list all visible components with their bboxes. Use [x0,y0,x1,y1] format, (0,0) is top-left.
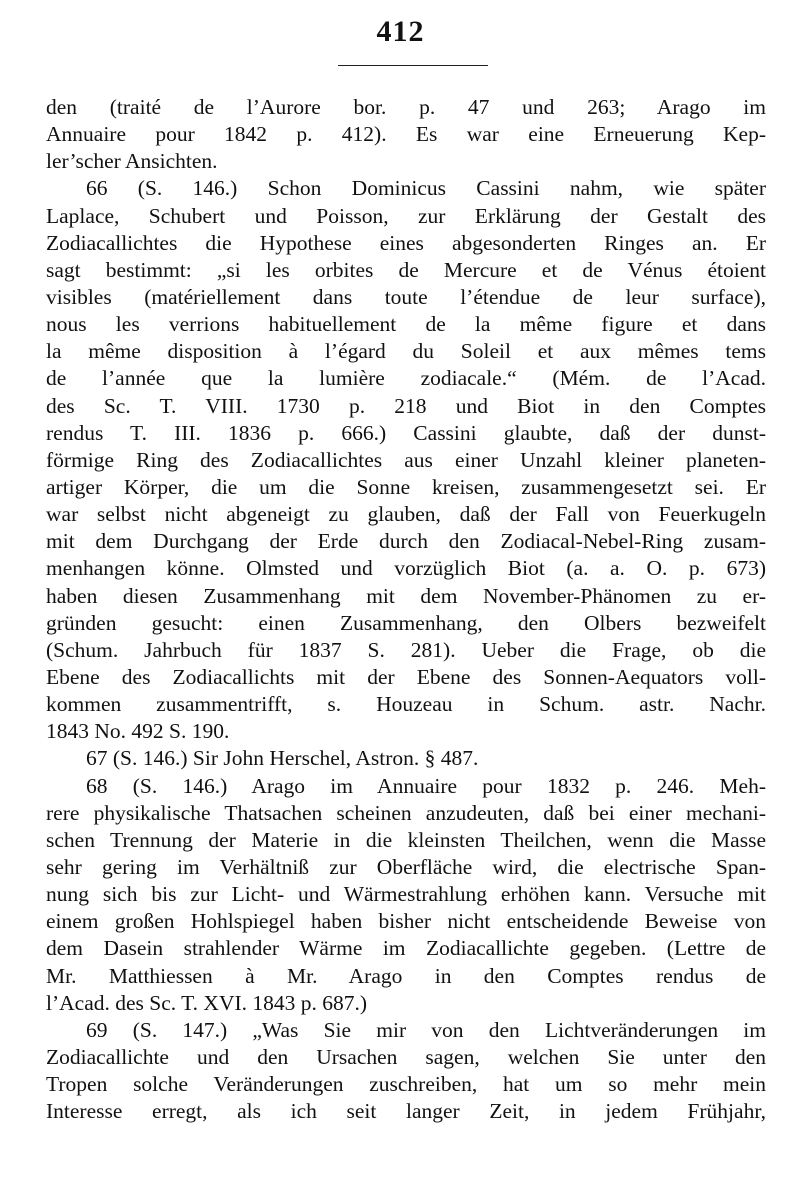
text-line: gründen gesucht: einen Zusammenhang, den Olbers bezweifelt [46,610,766,635]
page-body-text [46,94,766,1125]
text-line: de l’année que la lumière zodiacale.“ (Mém. de l’Acad. [46,366,766,391]
text-line: Tropen solche Veränderungen zuschreiben, hat um so mehr mein [46,1072,766,1097]
text-line: ler’scher Ansichten. [46,149,218,174]
text-line: Zodiacallichte und den Ursachen sagen, welchen Sie unter den [46,1044,766,1069]
text-line: des Sc. T. VIII. 1730 p. 218 und Biot in den Comptes [46,393,766,418]
text-line: rere physikalische Thatsachen scheinen anzudeuten, daß bei einer mechani- [46,800,766,825]
text-line: menhangen könne. Olmsted und vorzüglich Biot (a. a. O. p. 673) [46,556,766,581]
text-line: nous les verrions habituellement de la même figure et dans [46,312,766,337]
text-line: rendus T. III. 1836 p. 666.) Cassini glaubte, daß der dunst- [46,420,766,445]
text-line: sagt bestimmt: „si les orbites de Mercure et de Vénus étoient [46,257,766,282]
text-line: den (traité de l’Aurore bor. p. 47 und 263; Arago im [46,95,766,119]
header-rule [338,65,488,66]
text-line: war selbst nicht abgeneigt zu glauben, daß der Fall von Feuerkugeln [46,502,766,527]
text-line: Laplace, Schubert und Poisson, zur Erklärung der Gestalt des [46,203,766,228]
text-line: haben diesen Zusammenhang mit dem November-Phänomen zu er- [46,583,766,608]
footnote-66-start: 66 (S. 146.) Schon Dominicus Cassini nahm, wie später [86,176,766,201]
text-line: artiger Körper, die um die Sonne kreisen, zusammengesetzt sei. Er [46,474,766,499]
text-line: nung sich bis zur Licht- und Wärmestrahlung erhöhen kann. Versuche mit [46,882,766,907]
footnote-69-start: 69 (S. 147.) „Was Sie mir von den Lichtveränderungen im [86,1017,766,1042]
text-line: Interesse erregt, als ich seit langer Zeit, in jedem Frühjahr, [46,1099,766,1124]
text-line: einem großen Hohlspiegel haben bisher nicht entscheidende Beweise von [46,909,766,934]
text-line: Ebene des Zodiacallichts mit der Ebene des Sonnen-Aequators voll- [46,664,766,689]
text-line: (Schum. Jahrbuch für 1837 S. 281). Ueber die Frage, ob die [46,637,766,662]
footnote-68-start: 68 (S. 146.) Arago im Annuaire pour 1832 p. 246. Meh- [86,773,766,798]
text-line: Zodiacallichtes die Hypothese eines abgesonderten Ringes an. Er [46,230,766,255]
page-number: 412 [376,15,425,48]
text-line: 1843 No. 492 S. 190. [46,719,230,744]
text-line: mit dem Durchgang der Erde durch den Zodiacal-Nebel-Ring zusam- [46,529,766,554]
text-line: Annuaire pour 1842 p. 412). Es war eine Erneuerung Kep- [46,122,766,147]
text-line: l’Acad. des Sc. T. XVI. 1843 p. 687.) [46,990,368,1015]
text-line: visibles (matériellement dans toute l’étendue de leur surface), [46,284,766,309]
text-line: schen Trennung der Materie in die kleinsten Theilchen, wenn die Masse [46,827,766,852]
text-line: Mr. Matthiessen à Mr. Arago in den Comptes rendus de [46,963,766,988]
text-line: la même disposition à l’égard du Soleil et aux mêmes tems [46,339,766,364]
text-line: förmige Ring des Zodiacallichtes aus einer Unzahl kleiner planeten- [46,447,766,472]
text-line: dem Dasein strahlender Wärme im Zodiacallichte gegeben. (Lettre de [46,936,766,961]
text-line: sehr gering im Verhältniß zur Oberfläche wird, die electrische Span- [46,854,766,879]
footnote-67: 67 (S. 146.) Sir John Herschel, Astron. § 487. [86,746,479,771]
text-line: kommen zusammentrifft, s. Houzeau in Schum. astr. Nachr. [46,692,766,717]
